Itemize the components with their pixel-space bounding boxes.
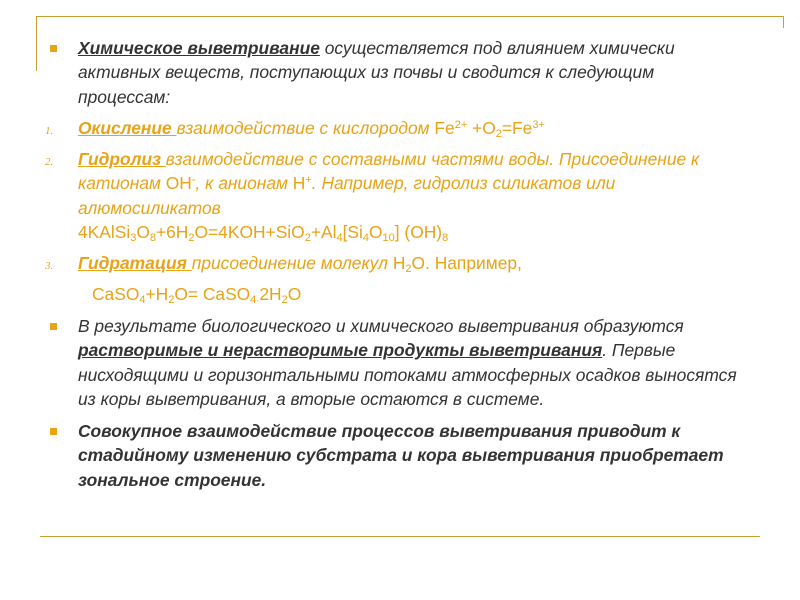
- top-rule: [36, 16, 784, 17]
- square-bullet-icon: [50, 45, 57, 52]
- list-number: 1.: [45, 124, 54, 137]
- paragraph-conclusion: Совокупное взаимодействие процессов выветривания приводит к стадийному изменению субстрата и кора выветривания приобретает зональное строение.: [48, 419, 748, 492]
- hydrolysis-formula: $4KAlSi_3O_8+6H_2O=4KOH+SiO_2+Al_4[Si_4O_{10}]$ $(OH)_8$: [78, 222, 449, 245]
- list-item-oxidation: [45, 116, 748, 140]
- intro-text: осуществляется под влиянием химически активных веществ, поступающих из почвы и сводится к следующим процессам:: [78, 38, 675, 107]
- hydration-equation: $CaSO_4+H_2O=$ $CaSO_{4\cdot}2H_2O$: [92, 283, 302, 306]
- term-oxidation: Окисление: [78, 117, 177, 138]
- hydrolysis-text: взаимодействие с составными частями воды. Присоединение к катионам: [78, 149, 700, 194]
- term-hydration: Гидратация: [78, 253, 192, 274]
- list-number: 3.: [45, 260, 54, 273]
- list-number: 2.: [45, 156, 54, 169]
- slide-content: [45, 36, 748, 492]
- oxidation-text: взаимодействие с кислородом: [176, 117, 435, 138]
- list-item-hydration: 3. Гидратация присоединение молекул $H_2O$. Например,: [48, 251, 748, 275]
- bottom-rule: [40, 536, 760, 537]
- paragraph-results: В результате биологического и химического выветривания образуются растворимые и нерастворимые продукты выветривания. Первые нисходящими и горизонтальными потоками атмосферных осадков выносятся из коры выветривания, а вторые остаются в системе.: [48, 314, 748, 411]
- term-hydrolysis: Гидролиз: [78, 149, 166, 170]
- paragraph-intro: [48, 36, 748, 109]
- square-bullet-icon: [50, 428, 57, 435]
- term-chemical-weathering: Химическое выветривание: [78, 38, 320, 58]
- left-rule: [36, 16, 37, 71]
- term-weathering-products: растворимые и нерастворимые продукты выветривания: [78, 340, 603, 361]
- oxidation-formula: $Fe^{2+} +O_2=Fe^{3+}$: [434, 117, 545, 140]
- square-bullet-icon: [50, 323, 57, 330]
- right-rule: [783, 16, 784, 28]
- hydration-text: присоединение молекул: [191, 253, 393, 274]
- list-item-hydrolysis: 2. Гидролиз взаимодействие с составными частями воды. Присоединение к катионам OH-, к анионам H+. Например, гидролиз силикатов или алюмосиликатов $4KAlSi_3O_8+6H_2O=4KOH+SiO_2+Al_4[Si_4O_{10}]$ $(OH)_8$: [45, 149, 700, 245]
